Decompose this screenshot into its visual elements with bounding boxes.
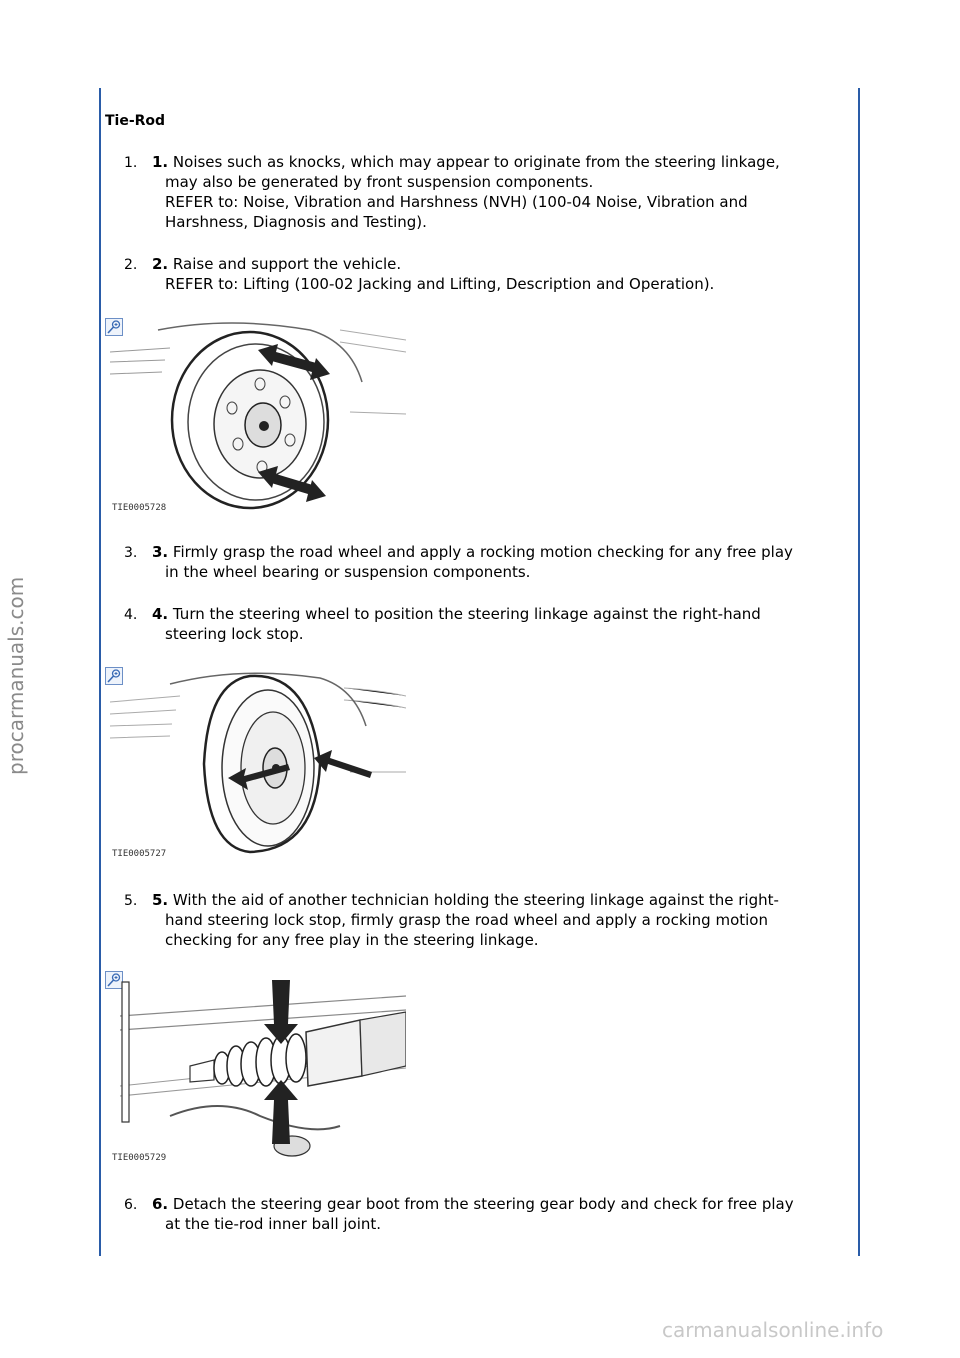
step-number: 2. (124, 257, 138, 273)
step-text: Firmly grasp the road wheel and apply a rocking motion checking for any free play (172, 543, 793, 561)
step-1 (124, 152, 849, 232)
step-text: checking for any free play in the steering linkage. (165, 931, 539, 949)
step-text: in the wheel bearing or suspension components. (165, 563, 531, 581)
step-label: 5. (152, 891, 169, 909)
step-text: may also be generated by front suspension components. (165, 173, 594, 191)
wheel-illustration-2 (110, 672, 406, 862)
step-text: Noises such as knocks, which may appear to originate from the steering linkage, (172, 153, 780, 171)
step-text: Detach the steering gear boot from the steering gear body and check for free play (172, 1195, 794, 1213)
section-title: Tie-Rod (105, 113, 166, 129)
step-text: With the aid of another technician holding the steering linkage against the right- (172, 891, 779, 909)
figure-wheel-rock-horizontal (110, 672, 406, 862)
side-watermark: procarmanuals.com (4, 576, 28, 775)
step-label: 3. (152, 543, 169, 561)
steering-gear-illustration (110, 976, 406, 1166)
step-text: Raise and support the vehicle. (172, 255, 402, 273)
reference-text: REFER to: Lifting (100-02 Jacking and Lifting, Description and Operation). (165, 275, 715, 293)
figure-code: TIE0005728 (112, 503, 167, 513)
figure-steering-gear-boot (110, 976, 406, 1166)
step-number: 6. (124, 1197, 138, 1213)
step-label: 6. (152, 1195, 169, 1213)
step-label: 2. (152, 255, 169, 273)
reference-text: REFER to: Noise, Vibration and Harshness (NVH) (100-04 Noise, Vibration and (165, 193, 748, 211)
figure-wheel-rock-vertical (110, 322, 406, 518)
step-6 (124, 1194, 849, 1234)
figure-code: TIE0005727 (112, 849, 167, 859)
step-number: 3. (124, 545, 138, 561)
left-margin-rule (99, 88, 101, 1256)
step-label: 4. (152, 605, 169, 623)
step-3 (124, 542, 849, 582)
right-margin-rule (858, 88, 860, 1256)
step-number: 5. (124, 893, 138, 909)
figure-code: TIE0005729 (112, 1153, 167, 1163)
step-text: steering lock stop. (165, 625, 304, 643)
bottom-watermark: carmanualsonline.info (662, 1318, 884, 1342)
step-text: Turn the steering wheel to position the steering linkage against the right-hand (172, 605, 761, 623)
step-text: hand steering lock stop, firmly grasp the road wheel and apply a rocking motion (165, 911, 768, 929)
step-4 (124, 604, 849, 644)
step-2 (124, 254, 849, 294)
step-label: 1. (152, 153, 169, 171)
step-number: 4. (124, 607, 138, 623)
step-5 (124, 890, 849, 950)
step-text: at the tie-rod inner ball joint. (165, 1215, 382, 1233)
reference-text: Harshness, Diagnosis and Testing). (165, 213, 427, 231)
step-number: 1. (124, 155, 138, 171)
wheel-illustration-1 (110, 322, 406, 518)
